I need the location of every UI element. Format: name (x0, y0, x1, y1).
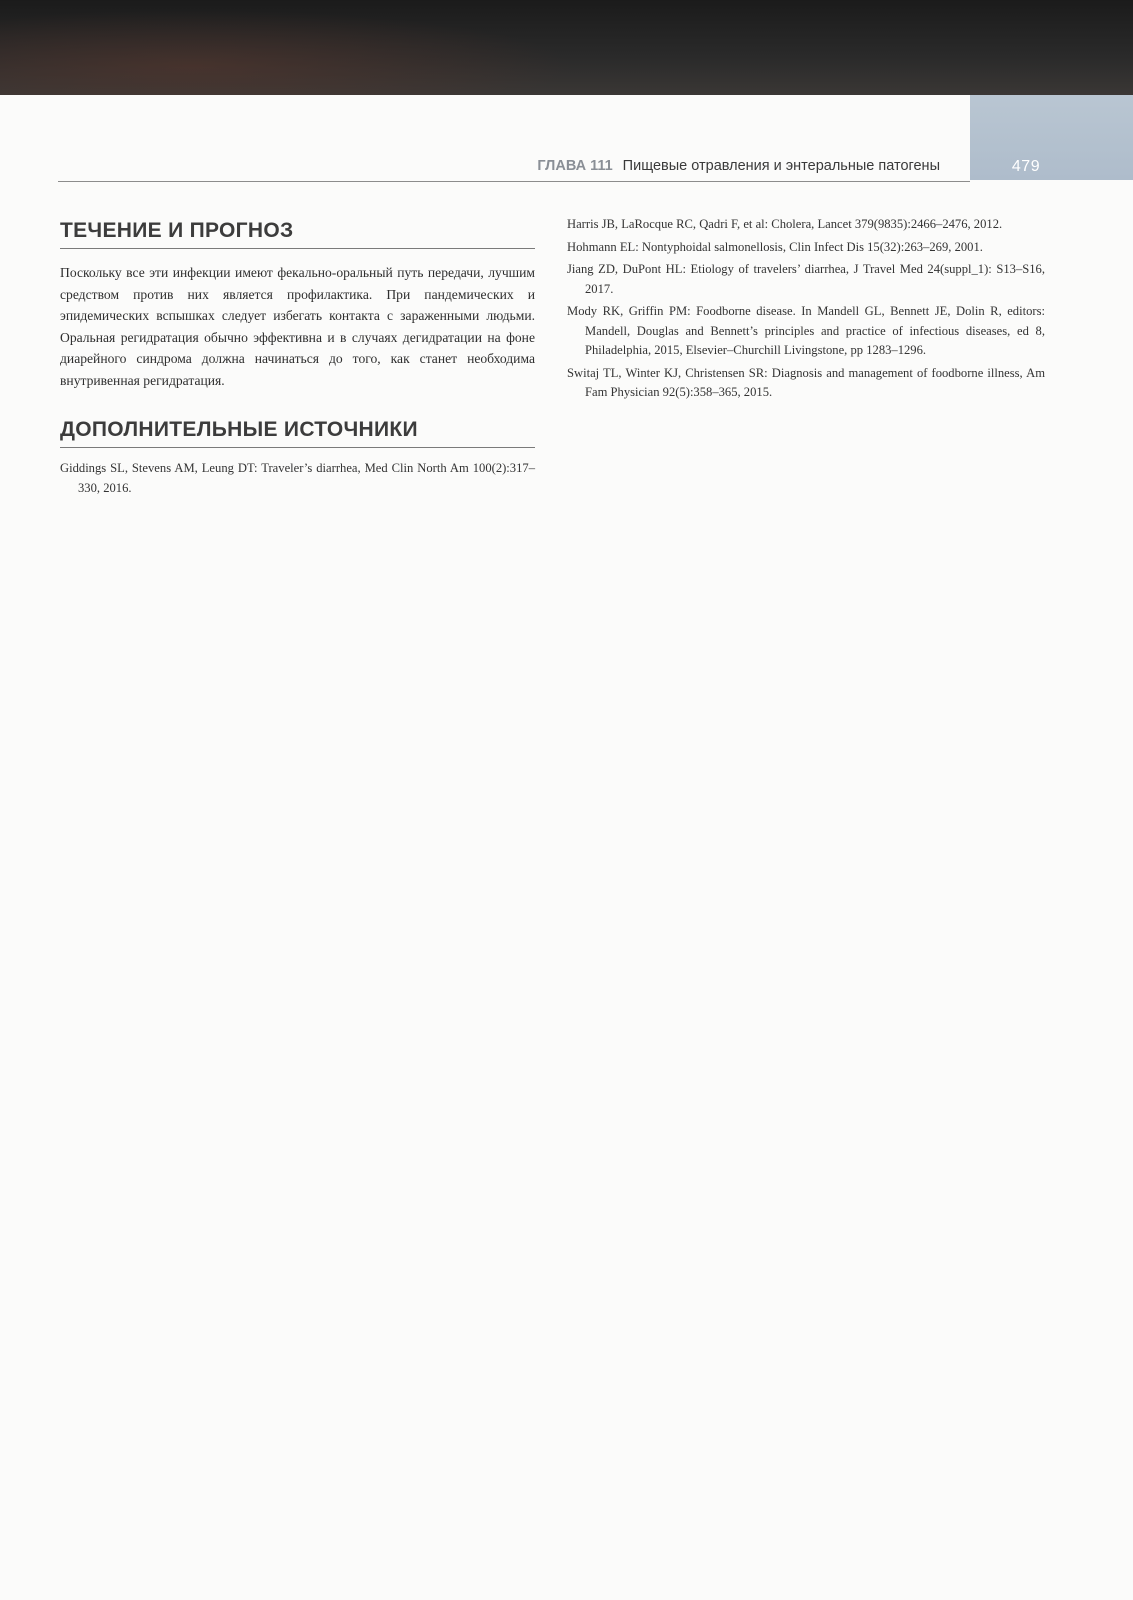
reference-item: Switaj TL, Winter KJ, Christensen SR: Diagnosis and management of foodborne illness, Am Fam Physician 92(5):358–365, 2015. (567, 365, 1045, 399)
page-number: 479 (1011, 158, 1041, 175)
section-title-additional-sources: ДОПОЛНИТЕЛЬНЫЕ ИСТОЧНИКИ (60, 417, 535, 448)
prognosis-paragraph: Поскольку все эти инфекции имеют фекально-оральный путь передачи, лучшим средством против них является профилактика. При пандемических и эпидемических вспышках следует избегать контакта с зараженными людьми. Оральная регидратация обычно эффективна и в случаях дегидратации на фоне диарейного синдрома должна начинаться до того, как станет необходима внутривенная регидратация. (60, 265, 535, 388)
header-rule (58, 181, 970, 182)
reference-list-left (60, 459, 535, 498)
reference-item: Hohmann EL: Nontyphoidal salmonellosis, Clin Infect Dis 15(32):263–269, 2001. (567, 239, 983, 254)
running-head (537, 158, 940, 174)
left-column (60, 218, 535, 501)
reference-item: Harris JB, LaRocque RC, Qadri F, et al: Cholera, Lancet 379(9835):2466–2476, 2012. (567, 217, 1003, 231)
reference-item: Giddings SL, Stevens AM, Leung DT: Traveler’s diarrhea, Med Clin North Am 100(2):317–330, 2016. (60, 461, 535, 495)
chapter-label: ГЛАВА 111 (537, 158, 613, 174)
scan-dark-band (0, 0, 1133, 95)
right-column (567, 215, 1045, 406)
reference-item: Mody RK, Griffin PM: Foodborne disease. In Mandell GL, Bennett JE, Dolin R, editors: Mandell, Douglas and Bennett’s principles and practice of infectious diseases, ed 8, Philadelphia, 2015, Elsevier–Churchill Livingstone, pp 1283–1296. (567, 304, 1045, 357)
reference-list-right (567, 215, 1045, 403)
section-title-course-prognosis: ТЕЧЕНИЕ И ПРОГНОЗ (60, 218, 535, 249)
reference-item: Jiang ZD, DuPont HL: Etiology of travelers’ diarrhea, J Travel Med 24(suppl_1): S13–S16, 2017. (567, 262, 1045, 296)
chapter-title: Пищевые отравления и энтеральные патогены (622, 158, 940, 174)
